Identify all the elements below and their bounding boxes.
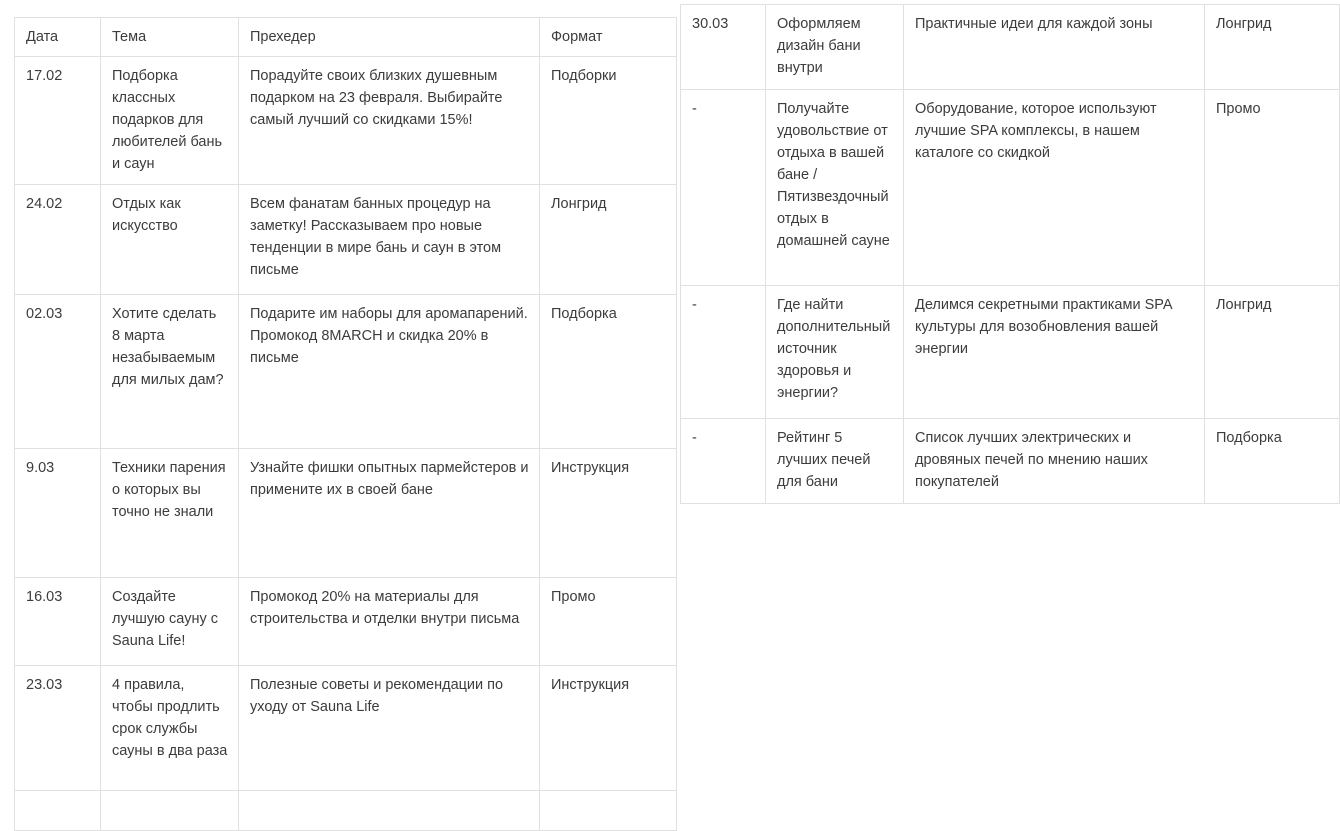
table-row <box>15 295 677 449</box>
cell-format[interactable]: Подборка <box>540 295 677 449</box>
cell-format[interactable]: Промо <box>1205 90 1340 286</box>
cell-theme[interactable]: Хотите сделать 8 марта незабываемым для милых дам? <box>101 295 239 449</box>
cell-preheader[interactable]: Практичные идеи для каждой зоны <box>904 5 1205 90</box>
cell-date[interactable]: 16.03 <box>15 578 101 666</box>
table-row-partial <box>15 791 677 831</box>
cell-date[interactable]: 17.02 <box>15 57 101 185</box>
cell-preheader[interactable]: Подарите им наборы для аромапарений. Промокод 8MARCH и скидка 20% в письме <box>239 295 540 449</box>
table-row <box>681 5 1340 90</box>
cell-preheader[interactable]: Узнайте фишки опытных пармейстеров и примените их в своей бане <box>239 449 540 578</box>
header-cell-preheader[interactable]: Прехедер <box>239 18 540 57</box>
cell-theme[interactable]: Отдых как искусство <box>101 185 239 295</box>
cell-theme[interactable]: Получайте удовольствие от отдыха в вашей бане / Пятизвездочный отдых в домашней сауне <box>766 90 904 286</box>
cell-date[interactable]: 30.03 <box>681 5 766 90</box>
cell-format-empty[interactable] <box>540 791 677 831</box>
cell-theme[interactable]: Где найти дополнительный источник здоровья и энергии? <box>766 286 904 419</box>
cell-preheader[interactable]: Промокод 20% на материалы для строительства и отделки внутри письма <box>239 578 540 666</box>
table-row <box>15 449 677 578</box>
cell-date[interactable]: 9.03 <box>15 449 101 578</box>
cell-format[interactable]: Лонгрид <box>540 185 677 295</box>
cell-date[interactable]: 23.03 <box>15 666 101 791</box>
cell-format[interactable]: Подборка <box>1205 419 1340 504</box>
header-cell-date[interactable]: Дата <box>15 18 101 57</box>
header-cell-theme[interactable]: Тема <box>101 18 239 57</box>
cell-format[interactable]: Промо <box>540 578 677 666</box>
cell-preheader[interactable]: Порадуйте своих близких душевным подарком на 23 февраля. Выбирайте самый лучший со скидками 15%! <box>239 57 540 185</box>
content-plan-table-left <box>14 17 677 831</box>
cell-format[interactable]: Лонгрид <box>1205 286 1340 419</box>
header-cell-format[interactable]: Формат <box>540 18 677 57</box>
cell-preheader[interactable]: Делимся секретными практиками SPA культуры для возобновления вашей энергии <box>904 286 1205 419</box>
cell-theme-empty[interactable] <box>101 791 239 831</box>
cell-theme[interactable]: Создайте лучшую сауну с Sauna Life! <box>101 578 239 666</box>
cell-theme[interactable]: Рейтинг 5 лучших печей для бани <box>766 419 904 504</box>
table-row <box>681 90 1340 286</box>
table-row <box>681 286 1340 419</box>
cell-preheader[interactable]: Всем фанатам банных процедур на заметку! Рассказываем про новые тенденции в мире бань и саун в этом письме <box>239 185 540 295</box>
cell-format[interactable]: Инструкция <box>540 449 677 578</box>
cell-theme[interactable]: Подборка классных подарков для любителей бань и саун <box>101 57 239 185</box>
cell-preheader[interactable]: Полезные советы и рекомендации по уходу от Sauna Life <box>239 666 540 791</box>
table-row <box>15 666 677 791</box>
table-row <box>15 578 677 666</box>
cell-date[interactable]: 02.03 <box>15 295 101 449</box>
cell-format[interactable]: Инструкция <box>540 666 677 791</box>
cell-theme[interactable]: 4 правила, чтобы продлить срок службы сауны в два раза <box>101 666 239 791</box>
cell-theme[interactable]: Оформляем дизайн бани внутри <box>766 5 904 90</box>
cell-preheader-empty[interactable] <box>239 791 540 831</box>
table-row <box>15 57 677 185</box>
table-row <box>681 419 1340 504</box>
cell-date[interactable]: - <box>681 90 766 286</box>
cell-preheader[interactable]: Список лучших электрических и дровяных печей по мнению наших покупателей <box>904 419 1205 504</box>
cell-format[interactable]: Лонгрид <box>1205 5 1340 90</box>
cell-date[interactable]: 24.02 <box>15 185 101 295</box>
table-header-row <box>15 18 677 57</box>
cell-theme[interactable]: Техники парения о которых вы точно не знали <box>101 449 239 578</box>
cell-date[interactable]: - <box>681 419 766 504</box>
table-row <box>15 185 677 295</box>
cell-format[interactable]: Подборки <box>540 57 677 185</box>
cell-date[interactable]: - <box>681 286 766 419</box>
content-plan-table-right <box>680 4 1340 504</box>
cell-preheader[interactable]: Оборудование, которое используют лучшие SPA комплексы, в нашем каталоге со скидкой <box>904 90 1205 286</box>
cell-date-empty[interactable] <box>15 791 101 831</box>
